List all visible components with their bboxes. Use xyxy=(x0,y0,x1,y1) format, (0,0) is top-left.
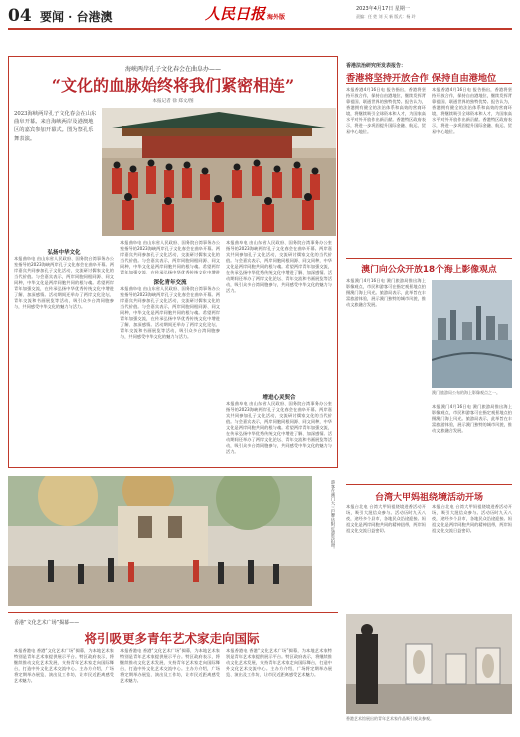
lead-subhead-1: 弘扬中华文化 xyxy=(47,250,81,256)
page-number: 04 xyxy=(8,6,32,26)
macau-body-col-2: 本报澳门4月16日电 澳门旅游局推出海上影像观点，市民和游客可在指定观景地点拍摄澳门海上风光。旅游局表示，此举旨在丰富旅游体验，展示澳门独特的城市风貌，推动文旅融合发展。 xyxy=(432,404,512,433)
lead-body-col-3b: 本报曲阜电 由山东省人民政府、国务院台湾事务办公室指导的2023海峡两岸孔子文化春会在曲阜开幕。两岸嘉宾共同参加孔子文化活动，交流研讨儒家文化的当代价值。与会嘉宾表示，两岸同胞同根同源、同文同种，中华文化是两岸同胞共同的根与魂。希望两岸青年加强交流，在传承弘扬中华优秀传统文化中增进了解、加深感情。活动期间还举办了两岸文化论坛、青年交流和书画展览等活动，吸引众多台湾同胞参与，共同感受中华文化的魅力与活力。 xyxy=(226,401,332,454)
header-meta xyxy=(356,5,416,21)
macau-photo xyxy=(432,280,512,388)
hk-body-col-1: 本报香港4月16日电 报告指出，香港将坚持开放合作，保持自由港地位，继续发挥背靠祖国、联通世界的独特优势。报告认为，香港拥有健全的法治体系和高效的营商环境，将继续吸引全球资本和人才，为国家高水平对外开放作出新贡献。香港特区政府表示，将进一步巩固提升国际金融、航运、贸易中心地位。 xyxy=(346,87,426,134)
hk-rule xyxy=(346,83,512,84)
lead-kicker: 海峡两岸孔子文化春会在曲阜办—— xyxy=(124,66,221,73)
ceremony-image xyxy=(102,108,336,236)
lead-photo-ceremony xyxy=(102,108,336,236)
hk-kicker: 香港法治研究所发表报告： xyxy=(346,63,407,69)
art-headline: 将引吸更多青年艺术家走向国际 xyxy=(84,631,260,646)
header-rule xyxy=(8,28,512,30)
lead-body-col-1: 本报曲阜电 由山东省人民政府、国务院台湾事务办公室指导的2023海峡两岸孔子文化春会在曲阜开幕。两岸嘉宾共同参加孔子文化活动，交流研讨儒家文化的当代价值。与会嘉宾表示，两岸同胞同根同源、同文同种，中华文化是两岸同胞共同的根与魂。希望两岸青年加强交流，在传承弘扬中华优秀传统文化中增进了解、加深感情。活动期间还举办了两岸文化论坛、青年交流和书画展览等活动，吸引众多台湾同胞参与，共同感受中华文化的魅力与活力。 xyxy=(14,256,114,309)
issue-date: 2023年4月17日 星期一 xyxy=(356,6,410,12)
hk-body-col-2: 本报香港4月16日电 报告指出，香港将坚持开放合作，保持自由港地位，继续发挥背靠祖国、联通世界的独特优势。报告认为，香港拥有健全的法治体系和高效的营商环境，将继续吸引全球资本和人才，为国家高水平对外开放作出新贡献。香港特区政府表示，将进一步巩固提升国际金融、航运、贸易中心地位。 xyxy=(432,87,512,134)
art-kicker: 香港“文化艺术广场”揭幕—— xyxy=(14,620,80,626)
macau-body-col-1: 本报澳门4月16日电 澳门旅游局推出海上影像观点，市民和游客可在指定观景地点拍摄澳门海上风光。旅游局表示，此举旨在丰富旅游体验，展示澳门独特的城市风貌，推动文旅融合发展。 xyxy=(346,278,426,307)
newspaper-logo: 人民日报 海外版 xyxy=(205,5,286,23)
lead-byline: 本报记者 徐 郑文/图 xyxy=(152,99,194,104)
tourism-photo xyxy=(8,476,312,606)
lead-body-col-2b: 本报曲阜电 由山东省人民政府、国务院台湾事务办公室指导的2023海峡两岸孔子文化春会在曲阜开幕。两岸嘉宾共同参加孔子文化活动，交流研讨儒家文化的当代价值。与会嘉宾表示，两岸同胞同根同源、同文同种，中华文化是两岸同胞共同的根与魂。希望两岸青年加强交流，在传承弘扬中华优秀传统文化中增进了解、加深感情。活动期间还举办了两岸文化论坛、青年交流和书画展览等活动，吸引众多台湾同胞参与，共同感受中华文化的魅力与活力。 xyxy=(120,286,220,339)
edition-label: 海外版 xyxy=(267,14,286,21)
bottom-rule xyxy=(8,612,338,613)
art-body-col-2: 本报香港电 香港“文化艺术广场”揭幕，为本地艺术家特别是青年艺术家提供展示平台。特区政府表示，将继续推动文化艺术发展，支持青年艺术家走向国际舞台，打造中外文化艺术交流中心。主办方介绍，广场将定期举办展览、演出及工作坊，让市民近距离感受艺术魅力。 xyxy=(120,648,220,683)
editor-line: 责编：任 姓 刘 天 新 版式：杨 玲 xyxy=(356,14,416,19)
taiwan-rule xyxy=(346,484,512,485)
lead-body-col-3: 本报曲阜电 由山东省人民政府、国务院台湾事务办公室指导的2023海峡两岸孔子文化春会在曲阜开幕。两岸嘉宾共同参加孔子文化活动，交流研讨儒家文化的当代价值。与会嘉宾表示，两岸同胞同根同源、同文同种，中华文化是两岸同胞共同的根与魂。希望两岸青年加强交流，在传承弘扬中华优秀传统文化中增进了解、加深感情。活动期间还举办了两岸文化论坛、青年交流和书画展览等活动，吸引众多台湾同胞参与，共同感受中华文化的魅力与活力。 xyxy=(226,240,332,293)
macau-rule xyxy=(346,258,512,259)
art-photo xyxy=(346,614,512,714)
lead-headline: “文化的血脉始终将我们紧密相连” xyxy=(51,76,295,95)
gallery-image xyxy=(346,614,512,714)
art-body-col-3: 本报香港电 香港“文化艺术广场”揭幕，为本地艺术家特别是青年艺术家提供展示平台。特区政府表示，将继续推动文化艺术发展，支持青年艺术家走向国际舞台，打造中外文化艺术交流中心。主办方介绍，广场将定期举办展览、演出及工作坊，让市民近距离感受艺术魅力。 xyxy=(226,648,332,677)
street-scene-image xyxy=(8,476,312,606)
art-body-col-1: 本报香港电 香港“文化艺术广场”揭幕，为本地艺术家特别是青年艺术家提供展示平台。特区政府表示，将继续推动文化艺术发展，支持青年艺术家走向国际舞台，打造中外文化艺术交流中心。主办方介绍，广场将定期举办展览、演出及工作坊，让市民近距离感受艺术魅力。 xyxy=(14,648,114,683)
taiwan-body-col-2: 本报台北电 台湾大甲妈祖绕境进香活动开场，吸引大批信众参与。活动历时九天八夜，途经多个县市，各地民众沿途迎接。妈祖文化是两岸同胞共同的精神纽带，两岸妈祖文化交流日益密切。 xyxy=(432,504,512,533)
section-title: 要闻 · 台港澳 xyxy=(40,10,113,24)
lead-subhead-2: 深化青年交流 xyxy=(153,280,187,286)
tourism-photo-caption: 游客在澳门大三巴牌坊附近游览拍照。 xyxy=(331,480,336,552)
art-photo-caption: 香港艺术馆展出的青年艺术家作品吸引观众参观。 xyxy=(346,716,434,721)
lead-photo-caption: 2023海峡两岸孔子文化春会在山东曲阜开幕。来自海峡两岸及港澳地区的嘉宾参加开幕式。图为祭孔乐舞表演。 xyxy=(14,111,97,142)
lead-body-col-2: 本报曲阜电 由山东省人民政府、国务院台湾事务办公室指导的2023海峡两岸孔子文化春会在曲阜开幕。两岸嘉宾共同参加孔子文化活动，交流研讨儒家文化的当代价值。与会嘉宾表示，两岸同胞同根同源、同文同种，中华文化是两岸同胞共同的根与魂。希望两岸青年加强交流，在传承弘扬中华优秀传统文化中增进 xyxy=(120,240,220,274)
taiwan-body-col-1: 本报台北电 台湾大甲妈祖绕境进香活动开场，吸引大批信众参与。活动历时九天八夜，途经多个县市，各地民众沿途迎接。妈祖文化是两岸同胞共同的精神纽带，两岸妈祖文化交流日益密切。 xyxy=(346,504,426,533)
macau-skyline-image xyxy=(432,280,512,388)
macau-photo-caption: 澳门旅游局公布的海上影像观点之一。 xyxy=(432,390,500,395)
taiwan-headline: 台湾大甲妈祖绕境活动开场 xyxy=(374,493,483,503)
lead-subhead-3: 增进心灵契合 xyxy=(262,395,296,401)
hk-headline: 香港将坚持开放合作 保持自由港地位 xyxy=(346,73,497,84)
macau-headline: 澳门向公众开放18个海上影像观点 xyxy=(361,265,497,275)
